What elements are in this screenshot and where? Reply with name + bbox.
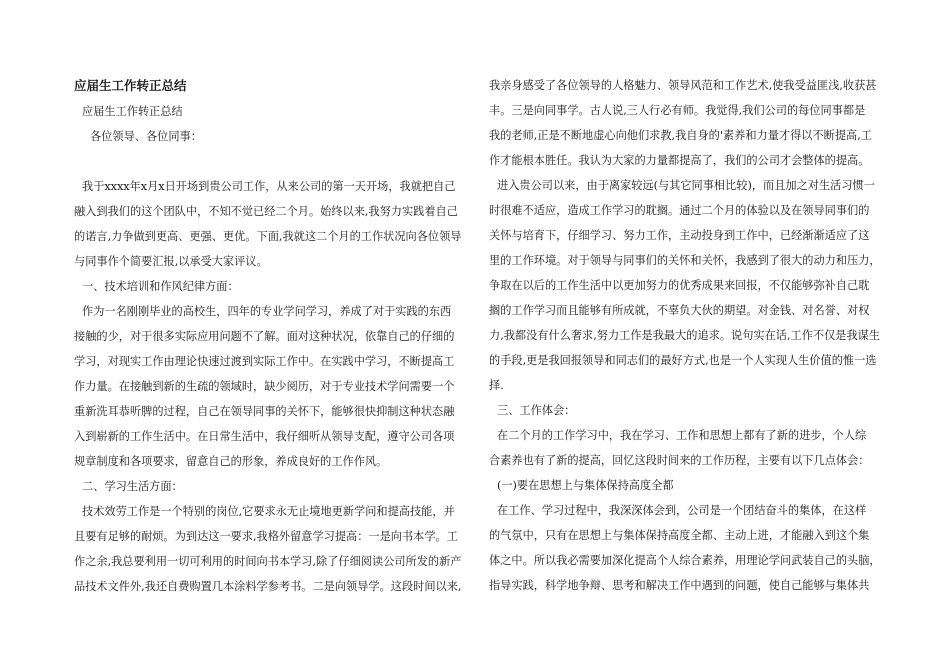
- text-line: 时很难不适应，造成工作学习的耽搁。通过二个月的体验以及在领导同事们的: [489, 204, 870, 217]
- section-heading: 二、学习生活方面：: [82, 480, 183, 493]
- text-line: 合素养也有了新的提高，回忆这段时间来的工作历程，主要有以下几点体会：: [489, 454, 870, 467]
- text-line: 作力量。在接触到新的生疏的领域时，缺少阅历，对于专业技术学问需要一个: [74, 380, 455, 393]
- text-line: 与同事作个简要汇报,以承受大家评议。: [74, 255, 268, 268]
- text-line: 品技术文件外,我还自费购置几本涂料学参考书。二是向领导学。这段时间以来,: [74, 580, 462, 593]
- text-line: 作为一名刚刚毕业的高校生，四年的专业学问学习，养成了对于实践的东西: [82, 305, 452, 318]
- text-line: 的手段,更是我回报领导和同志们的最好方式,也是一个人实现人生价值的惟一选: [489, 354, 877, 367]
- section-heading: 三、工作体会：: [497, 404, 576, 417]
- text-line: 作之余,我总要利用一切可利用的时间向书本学习,除了仔细阅读公司所发的新产: [74, 555, 462, 568]
- text-line: 争取在以后的工作生活中以更加努力的优秀成果来回报，不仅能够弥补自己耽: [489, 279, 870, 292]
- greeting: 各位领导、各位同事：: [90, 130, 202, 143]
- text-line: 技术效劳工作是一个特别的岗位,它要求永无止境地更新学问和提高技能，并: [82, 505, 455, 518]
- document-title: 应届生工作转正总结: [74, 78, 187, 93]
- text-line: 融入到我们的这个团队中，不知不觉已经二个月。始终以来,我努力实践着自己: [74, 205, 458, 218]
- section-heading: 一、技术培训和作风纪律方面：: [82, 280, 239, 293]
- text-line: 进入贵公司以来，由于离家较远(与其它同事相比较)，而且加之对生活习惯一: [497, 179, 875, 192]
- text-line: 在工作、学习过程中，我深深体会到，公司是一个团结奋斗的集体，在这样: [497, 504, 867, 517]
- text-line: 接触的少，对于很多实际应用问题不了解。面对这种状况，依靠自己的仔细的: [74, 330, 455, 343]
- text-line: 里的工作环境。对于领导与同事们的关怀和关怀，我感到了很大的动力和压力，: [489, 254, 881, 267]
- document-subtitle: 应届生工作转正总结: [82, 105, 183, 118]
- text-line: 学习，对现实工作由理论快速过渡到实际工作中。在实践中学习，不断提高工: [74, 355, 455, 368]
- text-line: 重新洗耳恭听脾的过程，自己在领导同事的关怀下，能够很快抑制这种状态融: [74, 405, 455, 418]
- text-line: 入到崭新的工作生活中。在日常生活中，我仔细听从领导支配，遵守公司各项: [74, 430, 455, 443]
- text-line: 体之中。所以我必需要加深化提高个人综合素养，用理论学问武装自己的头脑，: [489, 554, 881, 567]
- text-line: 力,我都没有什么奢求,努力工作是我最大的追求。说句实在话,工作不仅是我谋生: [489, 329, 881, 342]
- text-line: 在二个月的工作学习中，我在学习、工作和思想上都有了新的进步，个人综: [497, 429, 867, 442]
- text-line: 规章制度和各项要求，留意自己的形象，养成良好的工作作风。: [74, 455, 388, 468]
- text-line: 的诺言,力争做到更高、更强、更优。下面,我就这二个月的工作状况向各位领导: [74, 230, 462, 243]
- text-line: 且要有足够的耐烦。为到达这一要求,我格外留意学习提高：一是向书本学。工: [74, 530, 458, 543]
- text-line: 关怀与培育下，仔细学习、努力工作，主动投身到工作中，已经渐渐适应了这: [489, 229, 870, 242]
- text-line: 我亲身感受了各位领导的人格魅力、领导风范和工作艺术,使我受益匪浅,收获甚: [489, 79, 877, 92]
- subsection-heading: (一)要在思想上与集体保持高度全都: [497, 479, 674, 492]
- text-line: 择.: [489, 379, 504, 392]
- text-line: 作才能根本胜任。我认为大家的力量都提高了，我们的公司才会整体的提高。: [489, 154, 870, 167]
- text-line: 搁的工作学习而且能够有所成就，不辜负大伙的期望。对金钱、对名誉、对权: [489, 304, 870, 317]
- text-line: 的气氛中，只有在思想上与集体保持高度全都、主动上进，才能融入到这个集: [489, 529, 870, 542]
- text-line: 指导实践，科学地争辩、思考和解决工作中遇到的问题，使自己能够与集体共: [489, 579, 870, 592]
- text-line: 我于xxxx年x月x日开场到贵公司工作，从来公司的第一天开场，我就把自己: [82, 180, 456, 193]
- text-line: 我的老师,正是不断地虚心向他们求教,我自身的'素养和力量才得以不断提高,工: [489, 129, 872, 142]
- text-line: 丰。三是向同事学。古人说,三人行必有师。我觉得,我们公司的每位同事都是: [489, 104, 866, 117]
